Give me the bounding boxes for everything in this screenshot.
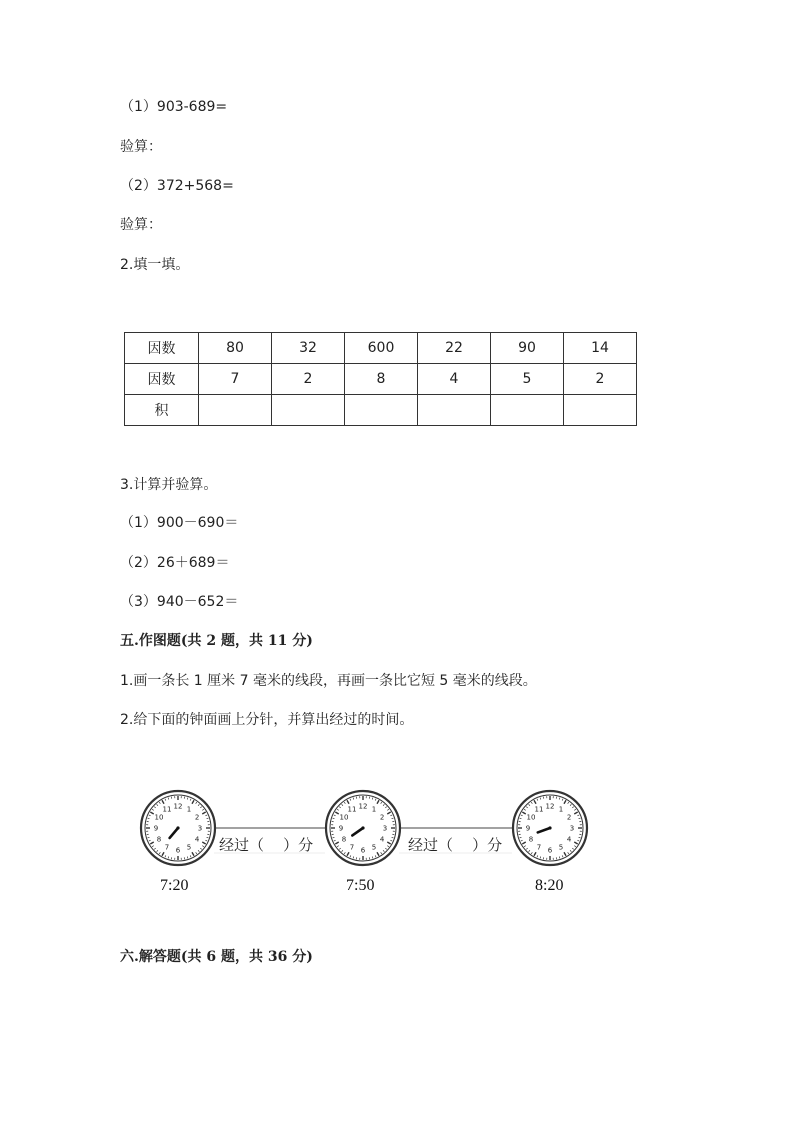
- question-3-item-3: （3）940－652＝: [120, 594, 239, 610]
- clock-numeral: 9: [153, 824, 159, 833]
- clock-center: [361, 826, 364, 829]
- clock-face: [141, 791, 215, 865]
- clock-numeral: 8: [341, 835, 347, 844]
- clock-numeral: 7: [349, 843, 355, 852]
- clock-face: [326, 791, 400, 865]
- clock-numeral: 5: [186, 843, 192, 852]
- clock-numeral: 1: [558, 805, 564, 814]
- clock-numeral: 4: [379, 835, 385, 844]
- check-label-1: 验算：: [120, 139, 162, 155]
- section-6-heading: 六.解答题(共 6 题，共 36 分): [120, 949, 313, 965]
- clock-numeral: 11: [347, 805, 357, 814]
- row-label: 因数: [125, 364, 199, 395]
- clock-numeral: 9: [525, 824, 531, 833]
- clock-face: [513, 791, 587, 865]
- row-label: 因数: [125, 333, 199, 364]
- clock-center: [176, 826, 179, 829]
- section-5-heading: 五.作图题(共 2 题，共 11 分): [120, 633, 313, 649]
- clock-time-3: 8:20: [535, 877, 564, 894]
- clock-numeral: 3: [382, 824, 388, 833]
- question-3-title: 3.计算并验算。: [120, 477, 218, 493]
- clock-numeral: 8: [528, 835, 534, 844]
- question-1-item-2: （2）372+568=: [120, 178, 234, 194]
- clock-numeral: 4: [194, 835, 200, 844]
- clock-numeral: 12: [358, 802, 368, 811]
- clock-numeral: 6: [175, 846, 181, 855]
- table-cell: 2: [272, 364, 345, 395]
- clock-numeral: 3: [569, 824, 575, 833]
- clock-numeral: 8: [156, 835, 162, 844]
- clock-numeral: 5: [371, 843, 377, 852]
- clock-numeral: 5: [558, 843, 564, 852]
- table-cell: 7: [199, 364, 272, 395]
- section-5-question-1: 1.画一条长 1 厘米 7 毫米的线段，再画一条比它短 5 毫米的线段。: [120, 673, 537, 689]
- table-cell: 5: [491, 364, 564, 395]
- clock-numeral: 12: [173, 802, 183, 811]
- table-cell: 90: [491, 333, 564, 364]
- row-label: 积: [125, 395, 199, 426]
- table-cell: 8: [345, 364, 418, 395]
- clock-numeral: 9: [338, 824, 344, 833]
- clock-numeral: 2: [379, 813, 385, 822]
- clock-numeral: 1: [186, 805, 192, 814]
- clock-numeral: 1: [371, 805, 377, 814]
- question-1-item-1: （1）903-689=: [120, 99, 228, 115]
- clock-numeral: 11: [534, 805, 544, 814]
- clock-time-2: 7:50: [346, 877, 375, 894]
- section-5-question-2: 2.给下面的钟面画上分针，并算出经过的时间。: [120, 712, 414, 728]
- question-3-item-2: （2）26＋689＝: [120, 555, 230, 571]
- clock-time-1: 7:20: [160, 877, 189, 894]
- table-cell: 32: [272, 333, 345, 364]
- clock-numeral: 12: [545, 802, 555, 811]
- clock-numeral: 6: [547, 846, 553, 855]
- clock-numeral: 10: [526, 813, 536, 822]
- table-cell: 14: [564, 333, 637, 364]
- question-2-title: 2.填一填。: [120, 257, 190, 273]
- elapsed-label-2: 经过（ ）分: [408, 836, 503, 854]
- clock-numeral: 10: [339, 813, 349, 822]
- table-cell: 22: [418, 333, 491, 364]
- elapsed-label-1: 经过（ ）分: [219, 836, 314, 854]
- check-label-2: 验算：: [120, 217, 162, 233]
- clock-numeral: 11: [162, 805, 172, 814]
- clock-numeral: 4: [566, 835, 572, 844]
- table-cell: 600: [345, 333, 418, 364]
- clock-numeral: 10: [154, 813, 164, 822]
- clock-numeral: 3: [197, 824, 203, 833]
- clock-numeral: 2: [566, 813, 572, 822]
- clock-numeral: 7: [164, 843, 170, 852]
- table-cell: 80: [199, 333, 272, 364]
- clock-numeral: 6: [360, 846, 366, 855]
- clock-numeral: 7: [536, 843, 542, 852]
- clocks-layer: [141, 791, 587, 865]
- table-cell: 2: [564, 364, 637, 395]
- table-cell: 4: [418, 364, 491, 395]
- clock-numeral: 2: [194, 813, 200, 822]
- question-3-item-1: （1）900－690＝: [120, 515, 239, 531]
- clock-center: [548, 826, 551, 829]
